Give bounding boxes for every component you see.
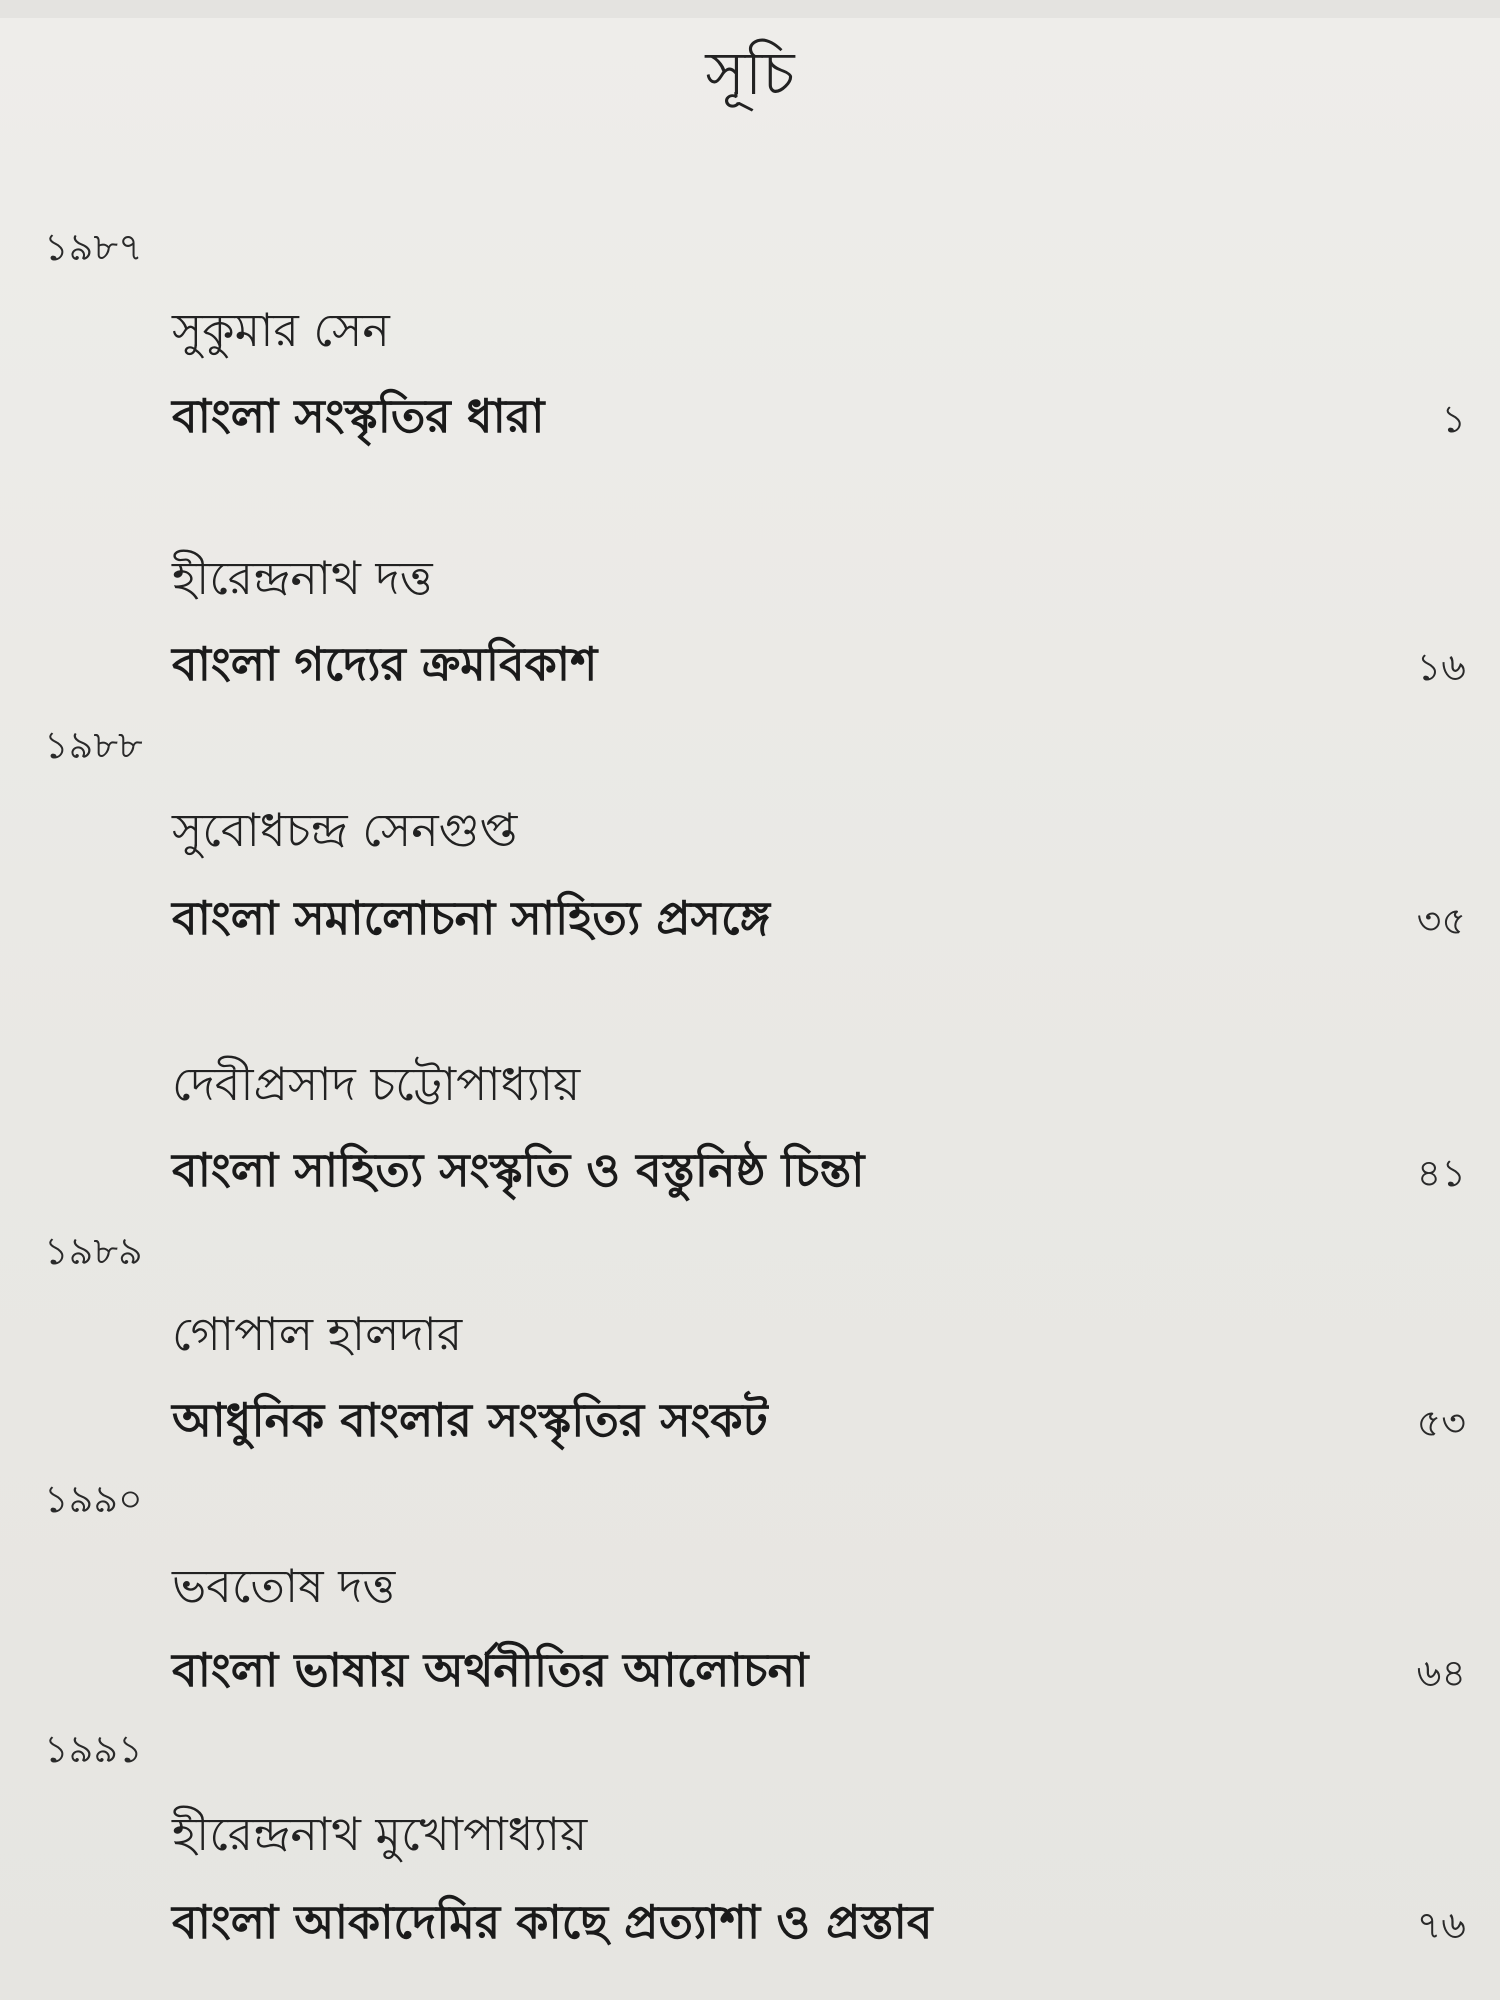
year-heading: ১৯৯০ — [44, 1477, 143, 1521]
entry-title: বাংলা সাহিত্য সংস্কৃতি ও বস্তুনিষ্ঠ চিন্তা — [172, 1143, 865, 1197]
entry-title: বাংলা গদ্যের ক্রমবিকাশ — [172, 637, 598, 691]
entry-author: ভবতোষ দত্ত — [172, 1559, 396, 1613]
entry-author: সুকুমার সেন — [172, 303, 390, 357]
year-heading: ১৯৮৮ — [44, 723, 143, 767]
entry-title: বাংলা আকাদেমির কাছে প্রত্যাশা ও প্রস্তাব — [172, 1895, 933, 1949]
year-heading: ১৯৯১ — [44, 1727, 143, 1771]
entry-title: আধুনিক বাংলার সংস্কৃতির সংকট — [172, 1393, 768, 1447]
entry-page-number: ১ — [1441, 397, 1466, 441]
year-heading: ১৯৮৯ — [44, 1229, 143, 1273]
entry-author: হীরেন্দ্রনাথ দত্ত — [172, 551, 433, 605]
entry-page-number: ৪১ — [1416, 1151, 1466, 1195]
page-edge-shadow — [0, 0, 1500, 18]
year-heading: ১৯৮৭ — [44, 225, 143, 269]
entry-author: হীরেন্দ্রনাথ মুখোপাধ্যায় — [172, 1807, 588, 1861]
entry-page-number: ৬৪ — [1416, 1651, 1466, 1695]
entry-page-number: ৭৬ — [1416, 1903, 1466, 1947]
entry-page-number: ৩৫ — [1416, 899, 1466, 943]
entry-author: সুবোধচন্দ্র সেনগুপ্ত — [172, 803, 518, 857]
entry-author: দেবীপ্রসাদ চট্টোপাধ্যায় — [172, 1057, 581, 1111]
entry-title: বাংলা সংস্কৃতির ধারা — [172, 389, 545, 443]
page-title: সূচি — [705, 39, 795, 109]
entry-title: বাংলা সমালোচনা সাহিত্য প্রসঙ্গে — [172, 891, 771, 945]
entry-page-number: ৫৩ — [1416, 1401, 1466, 1445]
entry-page-number: ১৬ — [1416, 645, 1466, 689]
entry-title: বাংলা ভাষায় অর্থনীতির আলোচনা — [172, 1643, 809, 1697]
entry-author: গোপাল হালদার — [172, 1307, 463, 1361]
